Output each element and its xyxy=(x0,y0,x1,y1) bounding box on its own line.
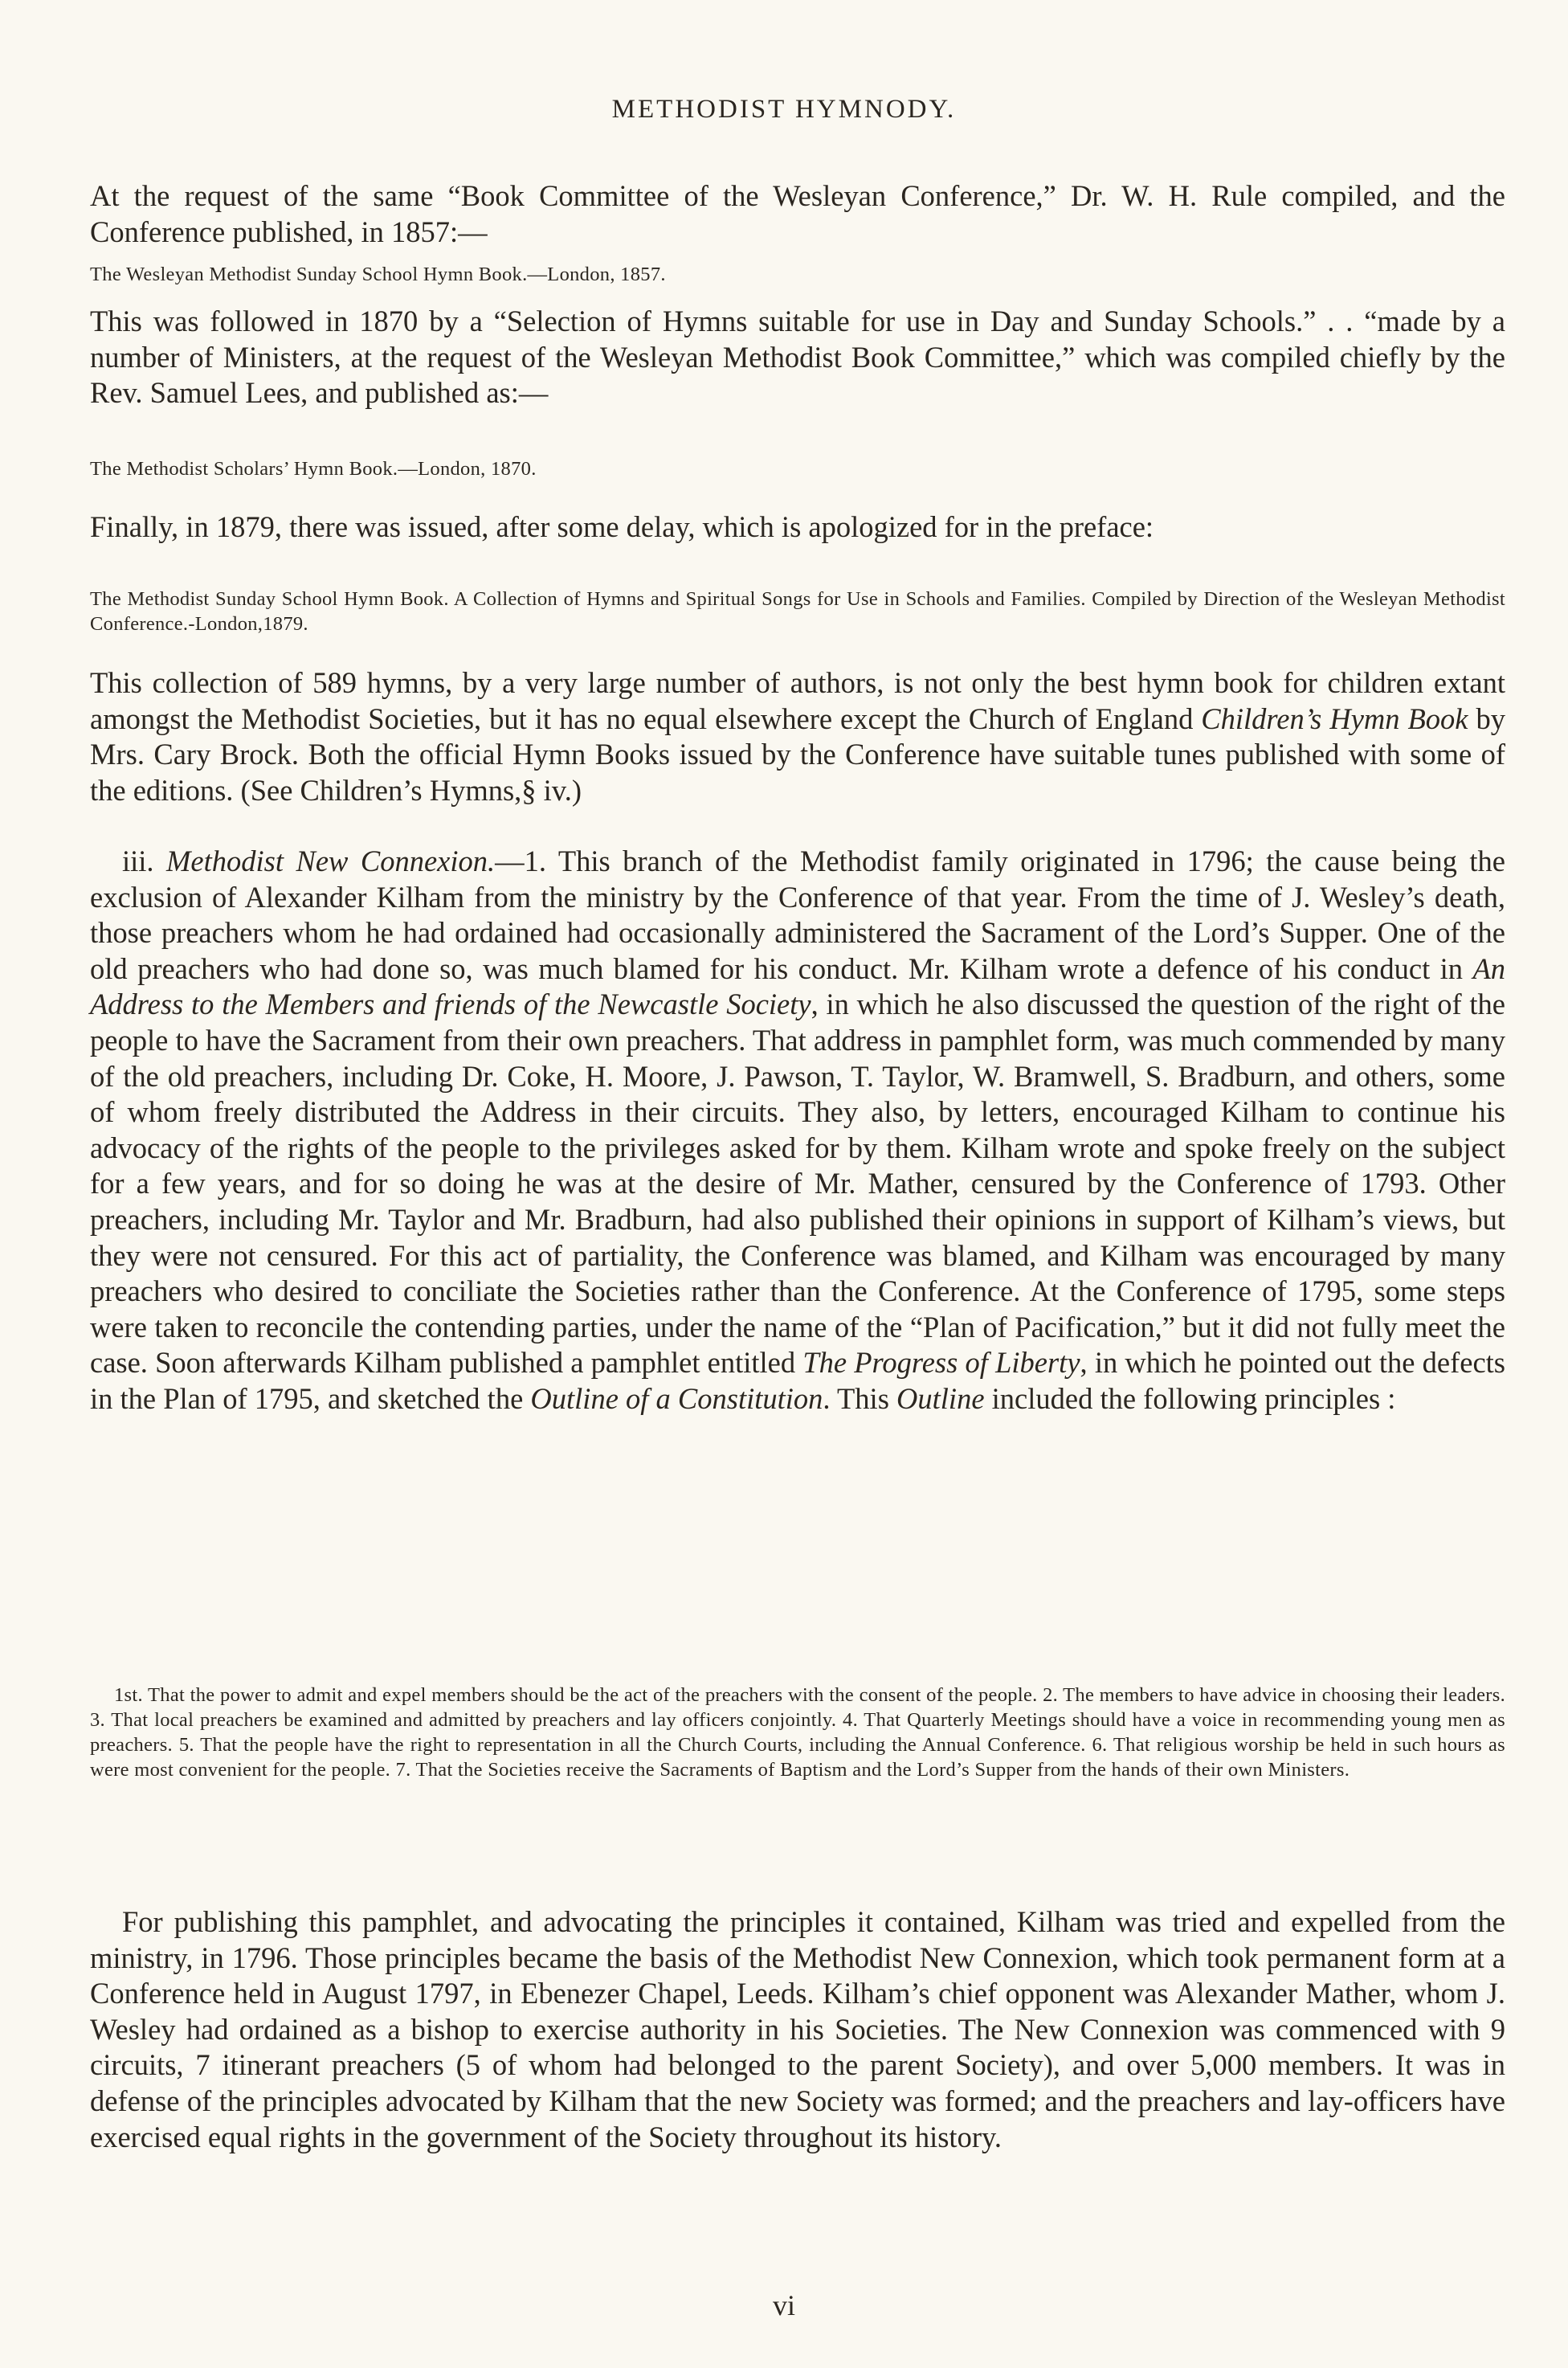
title-an-address: An Address to the Members and friends of the Newcastle Society xyxy=(90,951,1505,1021)
paragraph-collection-589 xyxy=(90,665,1505,808)
paragraph-part: , in which he pointed out the defects in the Plan of 1795, and sketched the xyxy=(90,1346,1505,1415)
title-outline: Outline xyxy=(896,1381,985,1415)
running-head: METHODIST HYMNODY. xyxy=(611,95,957,124)
paragraph-text: Finally, in 1879, there was issued, after some delay, which is apologized for in the preface: xyxy=(90,510,1154,543)
citation-1879: The Methodist Sunday School Hymn Book. A Collection of Hymns and Spiritual Songs for Use in Schools and Families. Compiled by Direction of the Wesleyan Methodist Conference.-London,1879. xyxy=(90,588,1505,635)
paragraph-text xyxy=(90,665,1505,808)
paragraph-finally-1879 xyxy=(90,509,1505,546)
paragraph-part: , in which he also discussed the question of the right of the people to have the Sacrament from their own preachers. That address in pamphlet form, was much commended by many of the old preachers, including Dr. Coke, H. Moore, J. Pawson, T. Taylor, W. Bramwell, S. Bradburn, and others, some of whom freely distributed the Address in their circuits. They also, by letters, encouraged Kilham to continue his advocacy of the rights of the people to the privileges asked for by them. Kilham wrote and spoke freely on the subject for a few years, and for so doing he was at the desire of Mr. Mather, censured by the Conference of 1793. Other preachers, including Mr. Taylor and Mr. Bradburn, had also published their opinions in support of Kilham’s views, but they were not censured. For this act of partiality, the Conference was blamed, and Kilham was encouraged by many preachers who desired to conciliate the Societies rather than the Conference. At the Conference of 1795, some steps were taken to reconcile the contending parties, under the name of the “Plan of Pacification,” but it did not fully meet the case. Soon afterwards Kilham published a pamphlet entitled xyxy=(90,988,1505,1380)
paragraph-scholars-hymnbook xyxy=(90,304,1505,411)
principles-list: 1st. That the power to admit and expel members should be the act of the preachers with the consent of the people. 2. The members to have advice in choosing their leaders. 3. That local preachers be examined and admitted by preachers and lay officers conjointly. 4. That Quarterly Meetings should have a voice in recommending young men as preachers. 5. That the people have the right to representation in all the Church Courts, including the Annual Conference. 6. That religious worship be held in such hours as were most convenient for the people. 7. That the Societies receive the Sacraments of Baptism and the Lord’s Supper from the hands of their own Ministers. xyxy=(90,1684,1505,1781)
citation-1857: The Wesleyan Methodist Sunday School Hymn Book.—London, 1857. xyxy=(90,264,666,285)
paragraph-part: This collection of 589 hymns, by a very large number of authors, is not only the best hymn book for children extant amongst the Methodist Societies, but it has no equal elsewhere except the Church of England xyxy=(90,666,1505,735)
section-number: iii. xyxy=(122,845,167,877)
paragraph-publishing-pamphlet xyxy=(90,1904,1505,2155)
paragraph-text: For publishing this pamphlet, and advocating the principles it contained, Kilham was tried and expelled from the ministry, in 1796. Those principles became the basis of the Methodist New Connexion, which took permanent form at a Conference held in August 1797, in Ebenezer Chapel, Leeds. Kilham’s chief opponent was Alexander Mather, whom J. Wesley had ordained as a bishop to exercise authority in his Societies. The New Connexion was commenced with 9 circuits, 7 itinerant preachers (5 of whom had belonged to the parent Society), and over 5,000 members. It was in defense of the principles advocated by Kilham that the new Society was formed; and the preachers and lay-officers have exercised equal rights in the government of the Society throughout its history. xyxy=(90,1905,1505,2153)
paragraph-part: by Mrs. Cary Brock. Both the official Hymn Books issued by the Conference have suitable tunes published with some of the editions. (See Children’s Hymns,§ iv.) xyxy=(90,701,1505,807)
section-methodist-new-connexion xyxy=(90,844,1505,1417)
book-title-childrens-hymn-book: Children’s Hymn Book xyxy=(1201,701,1468,735)
paragraph-part: —1. This branch of the Methodist family originated in 1796; the cause being the exclusion of Alexander Kilham from the ministry by the Conference of that year. From the time of J. Wesley’s death, those preachers whom he had ordained had occasionally administered the Sacrament of the Lord’s Supper. One of the old preachers who had done so, was much blamed for his conduct. Mr. Kilham wrote a defence of his conduct in xyxy=(90,845,1505,985)
paragraph-text xyxy=(90,844,1505,1417)
paragraph-part: included the following principles : xyxy=(984,1381,1396,1415)
paragraph-text: This was followed in 1870 by a “Selection of Hymns suitable for use in Day and Sunday Schools.” . . “made by a number of Ministers, at the request of the Wesleyan Methodist Book Committee,” which was compiled chiefly by the Rev. Samuel Lees, and published as:— xyxy=(90,305,1505,410)
citation-1870: The Methodist Scholars’ Hymn Book.—London, 1870. xyxy=(90,458,537,480)
section-heading: Methodist New Connexion. xyxy=(166,845,496,877)
paragraph-text: At the request of the same “Book Committee of the Wesleyan Conference,” Dr. W. H. Rule compiled, and the Conference published, in 1857:— xyxy=(90,179,1505,248)
title-progress-of-liberty: The Progress of Liberty xyxy=(802,1346,1080,1380)
page-number: vi xyxy=(772,2289,795,2321)
paragraph-rule-hymnbook xyxy=(90,178,1505,250)
paragraph-part: . This xyxy=(823,1381,897,1415)
title-outline-of-constitution: Outline of a Constitution xyxy=(530,1381,823,1415)
